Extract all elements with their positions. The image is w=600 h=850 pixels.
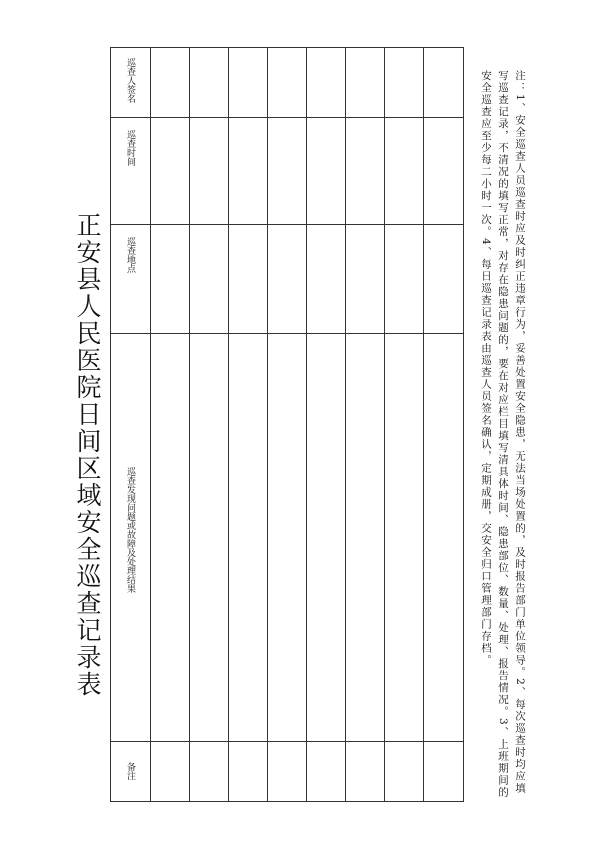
document-title: 正安县人民医院日间区域安全巡查记录表 — [73, 212, 102, 698]
table-cell[interactable] — [346, 742, 385, 802]
table-cell[interactable] — [151, 48, 190, 118]
header-time: 巡查时间 — [125, 130, 135, 167]
table-cell[interactable] — [346, 48, 385, 118]
table-cell[interactable] — [346, 118, 385, 225]
header-time-cell — [111, 118, 151, 225]
table-cell[interactable] — [190, 742, 229, 802]
table-cell[interactable] — [346, 333, 385, 742]
table-cell[interactable] — [385, 118, 424, 225]
header-findings-cell — [111, 333, 151, 742]
header-location-cell — [111, 225, 151, 334]
notes-text: 注：1、安全巡查人员巡查时应及时纠正违章行为，妥善处置安全隐患，无法当场处置的，及时报告部门单位领导。2、每次巡查时均应填写巡查记录，不清况的填写正常，对存在隐患问题的，要在对应栏目填写清具体时间、隐患部位、数量、处理、报告情况。3、上班期间的安全巡查应至少每二小时一次。4、每日巡查记录表由巡查人员签名确认，定期成册，交安全归口管理部门存档。 — [480, 70, 526, 799]
patrol-record-table — [110, 47, 464, 802]
table-cell[interactable] — [268, 48, 307, 118]
table-cell[interactable] — [151, 742, 190, 802]
table-cell[interactable] — [229, 48, 268, 118]
table-cell[interactable] — [229, 333, 268, 742]
table-cell[interactable] — [385, 48, 424, 118]
header-signature: 巡查人签名 — [125, 58, 135, 103]
table-cell[interactable] — [268, 742, 307, 802]
table-cell[interactable] — [151, 225, 190, 334]
table-cell[interactable] — [268, 225, 307, 334]
table-cell[interactable] — [307, 333, 346, 742]
table-cell[interactable] — [385, 742, 424, 802]
table-cell[interactable] — [190, 48, 229, 118]
table-cell[interactable] — [346, 225, 385, 334]
table-cell[interactable] — [268, 118, 307, 225]
header-remarks-cell — [111, 742, 151, 802]
table-cell[interactable] — [385, 333, 424, 742]
table-cell[interactable] — [385, 225, 424, 334]
table-cell[interactable] — [190, 118, 229, 225]
header-findings: 巡查发现问题或故障及处理结果 — [125, 466, 135, 593]
table-cell[interactable] — [307, 118, 346, 225]
table-cell[interactable] — [424, 48, 464, 118]
table-cell[interactable] — [190, 225, 229, 334]
table-cell[interactable] — [229, 742, 268, 802]
table-cell[interactable] — [229, 118, 268, 225]
table-cell[interactable] — [424, 742, 464, 802]
header-remarks: 备注 — [125, 762, 135, 781]
header-location: 巡查地点 — [125, 237, 135, 274]
table-cell[interactable] — [307, 742, 346, 802]
table-cell[interactable] — [307, 48, 346, 118]
table-cell[interactable] — [190, 333, 229, 742]
table-cell[interactable] — [424, 333, 464, 742]
table-cell[interactable] — [151, 118, 190, 225]
header-signature-cell — [111, 48, 151, 118]
table-cell[interactable] — [424, 225, 464, 334]
table-cell[interactable] — [229, 225, 268, 334]
table-cell[interactable] — [268, 333, 307, 742]
table-cell[interactable] — [151, 333, 190, 742]
table-cell[interactable] — [307, 225, 346, 334]
table-cell[interactable] — [424, 118, 464, 225]
